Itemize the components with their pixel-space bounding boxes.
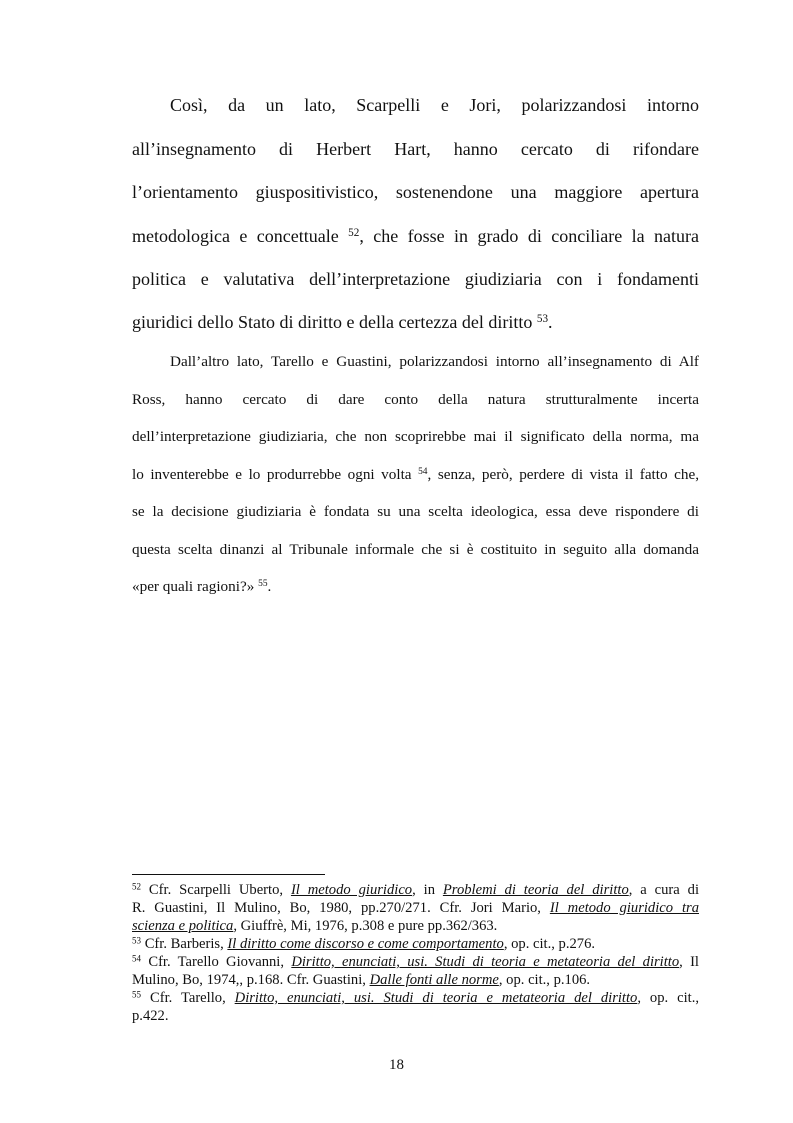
text: . (548, 312, 553, 332)
footnote-number: 52 (132, 881, 142, 892)
paragraph-2-line-1: Dall’altro lato, Tarello e Guastini, polarizzandosi intorno all’insegnamento di Alf (170, 353, 699, 370)
page-number: 18 (389, 1057, 404, 1073)
cited-work-title: Il diritto come discorso e come comportamento (227, 936, 504, 952)
footnote-54-line-2 (132, 972, 699, 989)
paragraph-1-line-1: Così, da un lato, Scarpelli e Jori, polarizzandosi intorno (170, 95, 699, 115)
text: , senza, però, perdere di vista il fatto che, (427, 466, 699, 483)
footnote-ref-53[interactable]: 53 (536, 312, 549, 325)
text: Cfr. Tarello Giovanni, (141, 954, 292, 970)
paragraph-2-line-4 (132, 466, 699, 484)
cited-work-title: Il metodo giuridico (290, 882, 413, 898)
footnote-ref-54[interactable]: 54 (418, 466, 428, 477)
text: Mulino, Bo, 1974,, p.168. Cfr. Guastini, (132, 972, 370, 988)
paragraph-2-line-6: questa scelta dinanzi al Tribunale informale che si è costituito in seguito alla domanda (132, 541, 699, 558)
text: , Il (679, 954, 699, 970)
paragraph-1-line-4 (132, 226, 699, 247)
footnote-53-line-1 (132, 936, 699, 953)
cited-work-title: Diritto, enunciati, usi. Studi di teoria e metateoria del diritto (234, 990, 638, 1006)
footnote-55-line-2: p.422. (132, 1008, 169, 1024)
paragraph-2-line-3: dell’interpretazione giudiziaria, che non scoprirebbe mai il significato della norma, ma (132, 428, 699, 445)
text: lo inventerebbe e lo produrrebbe ogni volta (132, 466, 419, 483)
text: Cfr. Scarpelli Uberto, (141, 882, 291, 898)
text: , op. cit., p.276. (503, 936, 596, 952)
text: Cfr. Tarello, (141, 990, 235, 1006)
footnote-number: 54 (132, 953, 142, 964)
footnote-separator (132, 874, 325, 875)
paragraph-1-line-5: politica e valutativa dell’interpretazione giudiziaria con i fondamenti (132, 269, 699, 289)
footnote-52-line-2 (132, 900, 699, 917)
paragraph-2-line-7 (132, 578, 699, 596)
text: «per quali ragioni?» (132, 578, 259, 595)
cited-work-title: Il metodo giuridico tra (549, 900, 699, 916)
paragraph-1-line-2: all’insegnamento di Herbert Hart, hanno cercato di rifondare (132, 139, 699, 159)
cited-work-title: Dalle fonti alle norme (369, 972, 499, 988)
footnote-number: 53 (132, 935, 142, 946)
text: R. Guastini, Il Mulino, Bo, 1980, pp.270/271. Cfr. Jori Mario, (132, 900, 550, 916)
paragraph-2-line-2: Ross, hanno cercato di dare conto della natura strutturalmente incerta (132, 391, 699, 408)
footnote-ref-55[interactable]: 55 (258, 578, 268, 589)
paragraph-2-line-5: se la decisione giudiziaria è fondata su una scelta ideologica, essa deve rispondere di (132, 503, 699, 520)
cited-work-title: Diritto, enunciati, usi. Studi di teoria e metateoria del diritto (291, 954, 680, 970)
footnote-52-line-1 (132, 882, 699, 899)
paragraph-1-line-3: l’orientamento giuspositivistico, sostenendone una maggiore apertura (132, 182, 699, 202)
text: . (267, 578, 272, 595)
cited-work-title: Problemi di teoria del diritto (442, 882, 629, 898)
text: , op. cit., (637, 990, 699, 1006)
text: giuridici dello Stato di diritto e della certezza del diritto (132, 312, 537, 332)
text: , che fosse in grado di conciliare la natura (359, 226, 699, 246)
footnote-52-line-3 (132, 918, 699, 935)
text: metodologica e concettuale (132, 226, 349, 246)
text: , Giuffrè, Mi, 1976, p.308 e pure pp.362/363. (233, 918, 498, 934)
paragraph-1-line-6 (132, 312, 699, 333)
text: Cfr. Barberis, (141, 936, 228, 952)
text: , in (412, 882, 443, 898)
footnote-number: 55 (132, 989, 142, 1000)
footnote-55-line-1 (132, 990, 699, 1007)
text: , a cura di (628, 882, 699, 898)
text: , op. cit., p.106. (498, 972, 591, 988)
cited-work-title: scienza e politica (132, 918, 234, 934)
footnote-54-line-1 (132, 954, 699, 971)
footnote-ref-52[interactable]: 52 (348, 226, 360, 239)
